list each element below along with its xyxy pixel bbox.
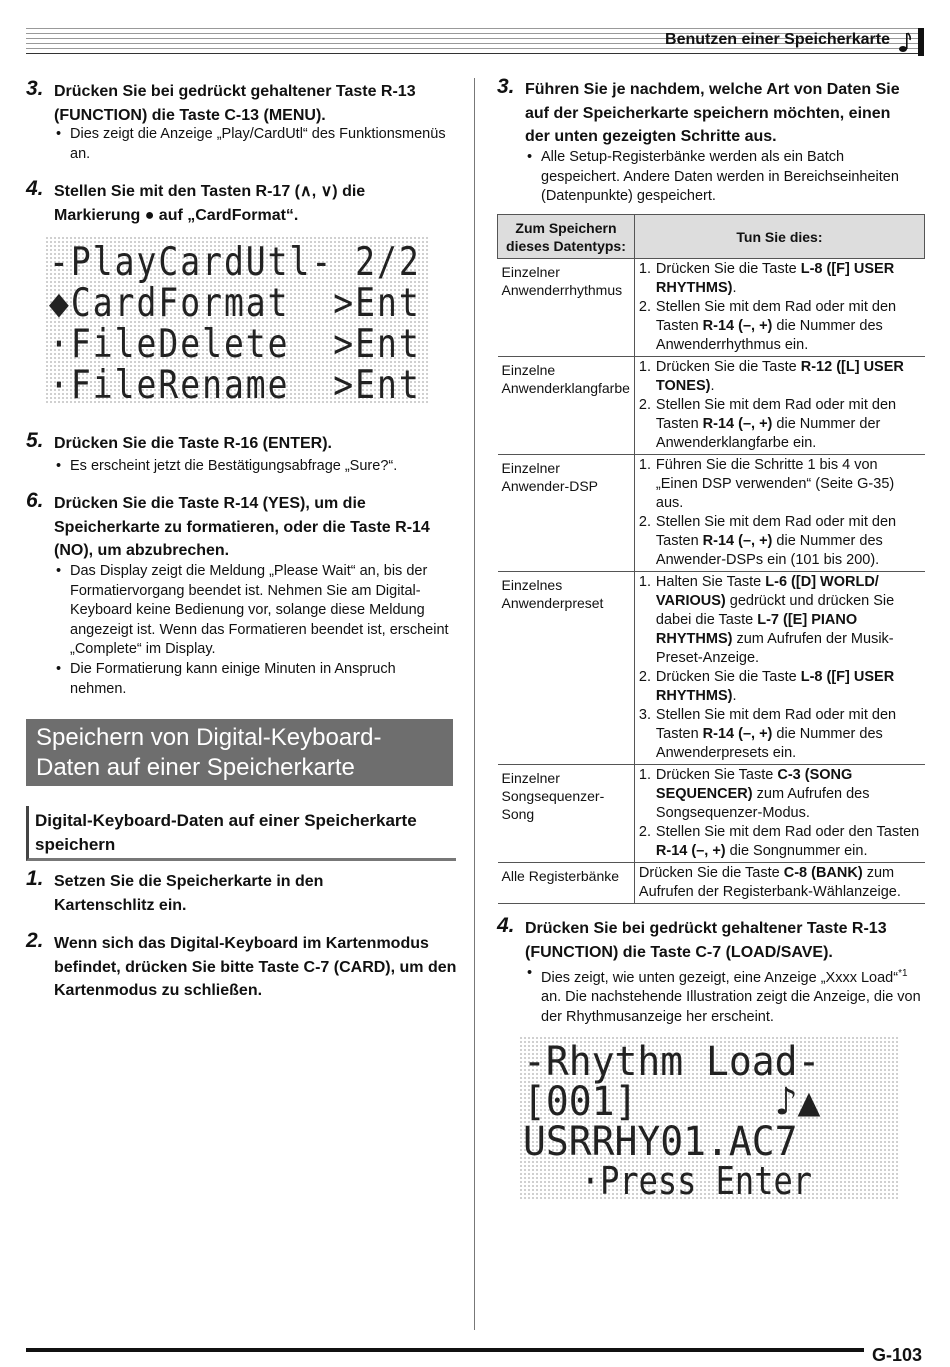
- step-2-left: [26, 929, 457, 1004]
- step-1-left: [26, 867, 456, 918]
- step-5-left: [26, 429, 456, 458]
- table-cell-steps: 1. Halten Sie Taste L-6 ([D] WORLD/ VARIOUS) gedrückt und drücken Sie dabei die Taste L-7 ([E] PIANO RHYTHMS) zum Aufrufen der Musik-Preset-Anzeige. 2. Drücken Sie die Taste L-8 ([F] USER RHYTHMS). 3. Stellen Sie mit dem Rad oder mit den Tasten R-14 (–, +) die Nummer des Anwenderpresets ein.: [634, 572, 924, 765]
- subsection-heading: [26, 806, 456, 861]
- data-type-table: [497, 214, 925, 904]
- step-number: 4.: [26, 177, 44, 200]
- bullet-text: Alle Setup-Registerbänke werden als ein Batch gespeichert. Andere Daten werden in Bereichseinheiten (Datenpunkte) gespeichert.: [541, 149, 899, 204]
- step-6-left: [26, 489, 456, 564]
- step-text: Drücken Sie die Taste R-16 (ENTER).: [54, 435, 332, 452]
- music-note-icon: [898, 30, 912, 54]
- table-cell-type: Einzelner Anwenderrhythmus: [498, 259, 635, 357]
- step-text-line1: Stellen Sie mit den Tasten R-17 (∧, ∨) die: [54, 183, 366, 200]
- lcd-line: ·FileDelete >Ent: [49, 320, 421, 367]
- table-row: [498, 863, 925, 904]
- step-number: 4.: [497, 914, 515, 937]
- table-cell-type: Einzelne Anwenderklangfarbe: [498, 357, 635, 455]
- bullet-text: Das Display zeigt die Meldung „Please Wait“ an, bis der Formatiervorgang beendet ist. Nehmen Sie am Digital-Keyboard keine Bedienung vor, solange diese Meldung angezeigt ist. Wenn das Formatieren beendet ist, erscheint „Complete“ im Display.: [70, 563, 449, 657]
- step-number: 2.: [26, 929, 44, 952]
- step-4-left: [26, 177, 456, 230]
- column-divider: [474, 78, 475, 1330]
- lcd-line: ·FileRename >Ent: [49, 361, 421, 408]
- table-cell-steps: 1. Drücken Sie Taste C-3 (SONG SEQUENCER) zum Aufrufen des Songsequenzer-Modus. 2. Stellen Sie mit dem Rad oder den Tasten R-14 (–, +) die Songnummer ein.: [634, 765, 924, 863]
- table-cell-steps: 1. Führen Sie die Schritte 1 bis 4 von „Einen DSP verwenden“ (Seite G-35) aus. 2. Stellen Sie mit dem Rad oder mit den Tasten R-14 (–, +) die Nummer des Anwender-DSPs ein (101 bis 200).: [634, 455, 924, 572]
- step-number: 3.: [497, 75, 515, 98]
- step-text: Drücken Sie bei gedrückt gehaltener Taste R-13 (FUNCTION) die Taste C-13 (MENU).: [54, 83, 416, 124]
- table-cell-steps: Drücken Sie die Taste C-8 (BANK) zum Aufrufen der Registerbank-Wählanzeige.: [634, 863, 924, 904]
- step-text-line2: Markierung ● auf „CardFormat“.: [54, 206, 299, 224]
- bullet-text: Die Formatierung kann einige Minuten in Anspruch nehmen.: [70, 661, 396, 697]
- lcd-line: ◆CardFormat >Ent: [49, 279, 421, 326]
- lcd-display-rhythm-load: [519, 1036, 900, 1204]
- header-bar: [918, 28, 924, 56]
- step-3-right: [497, 75, 927, 150]
- step-number: 1.: [26, 867, 44, 890]
- table-row: [498, 357, 925, 455]
- step-text: Führen Sie je nachdem, welche Art von Daten Sie auf der Speicherkarte speichern möchten, einen der unten gezeigten Schritte aus.: [525, 81, 900, 145]
- step-number: 6.: [26, 489, 44, 512]
- table-cell-steps: 1. Drücken Sie die Taste L-8 ([F] USER RHYTHMS). 2. Stellen Sie mit dem Rad oder mit den Tasten R-14 (–, +) die Nummer des Anwenderrhythmus ein.: [634, 259, 924, 357]
- table-cell-type: Alle Registerbänke: [498, 863, 635, 904]
- step-text: Wenn sich das Digital-Keyboard im Kartenmodus befindet, drücken Sie bitte Taste C-7 (CARD), um den Kartenmodus zu schließen.: [54, 935, 457, 999]
- table-header-row: [498, 215, 925, 259]
- table-cell-type: Einzelner Songsequenzer-Song: [498, 765, 635, 863]
- lcd-line: -Rhythm Load-: [523, 1038, 821, 1085]
- section-heading: [26, 719, 453, 786]
- lcd-line: USRRHY01.AC7: [523, 1118, 798, 1165]
- bullet-text: Es erscheint jetzt die Bestätigungsabfrage „Sure?“.: [70, 458, 398, 474]
- header-title: Benutzen einer Speicherkarte: [665, 31, 890, 48]
- table-row: [498, 259, 925, 357]
- table-cell-type: Einzelnes Anwenderpreset: [498, 572, 635, 765]
- lcd-display-card-util: [45, 236, 428, 408]
- step-text: Drücken Sie die Taste R-14 (YES), um die Speicherkarte zu formatieren, oder die Taste R-14 (NO), um abzubrechen.: [54, 495, 430, 559]
- table-row: [498, 765, 925, 863]
- table-cell-steps: 1. Drücken Sie die Taste R-12 ([L] USER TONES). 2. Stellen Sie mit dem Rad oder mit den Tasten R-14 (–, +) die Nummer der Anwenderklangfarbe ein.: [634, 357, 924, 455]
- step-3-left: [26, 77, 456, 130]
- step-4-right: [497, 914, 927, 965]
- lcd-line: ·Press Enter: [523, 1158, 812, 1204]
- table-cell-type: Einzelner Anwender-DSP: [498, 455, 635, 572]
- page-number: G-103: [872, 1345, 923, 1365]
- step-text: Setzen Sie die Speicherkarte in den Kartenschlitz ein.: [54, 873, 324, 914]
- step-number: 3.: [26, 77, 44, 100]
- step-text: Drücken Sie bei gedrückt gehaltener Taste R-13 (FUNCTION) die Taste C-7 (LOAD/SAVE).: [525, 920, 887, 961]
- step-number: 5.: [26, 429, 44, 452]
- table-row: [498, 455, 925, 572]
- table-header-cell: Zum Speichern dieses Datentyps:: [498, 215, 635, 259]
- bullet-text: Dies zeigt die Anzeige „Play/CardUtl“ des Funktionsmenüs an.: [70, 126, 446, 162]
- lcd-line: -PlayCardUtl- 2/2: [49, 238, 421, 285]
- bullet-text: Dies zeigt, wie unten gezeigt, eine Anzeige „Xxxx Load“$^{*1}$ an. Die nachstehende Illustration zeigt die Anzeige, die von der Rhythmusanzeige her erscheint.: [541, 968, 921, 1025]
- subsection-title: Digital-Keyboard-Daten auf einer Speicherkarte speichern: [35, 811, 417, 854]
- section-title: Speichern von Digital-Keyboard-Daten auf einer Speicherkarte: [36, 724, 382, 781]
- table-header-cell: Tun Sie dies:: [634, 215, 924, 259]
- table-row: [498, 572, 925, 765]
- lcd-line: [001] ♪▲: [523, 1078, 821, 1125]
- footer-rule: [26, 1348, 864, 1352]
